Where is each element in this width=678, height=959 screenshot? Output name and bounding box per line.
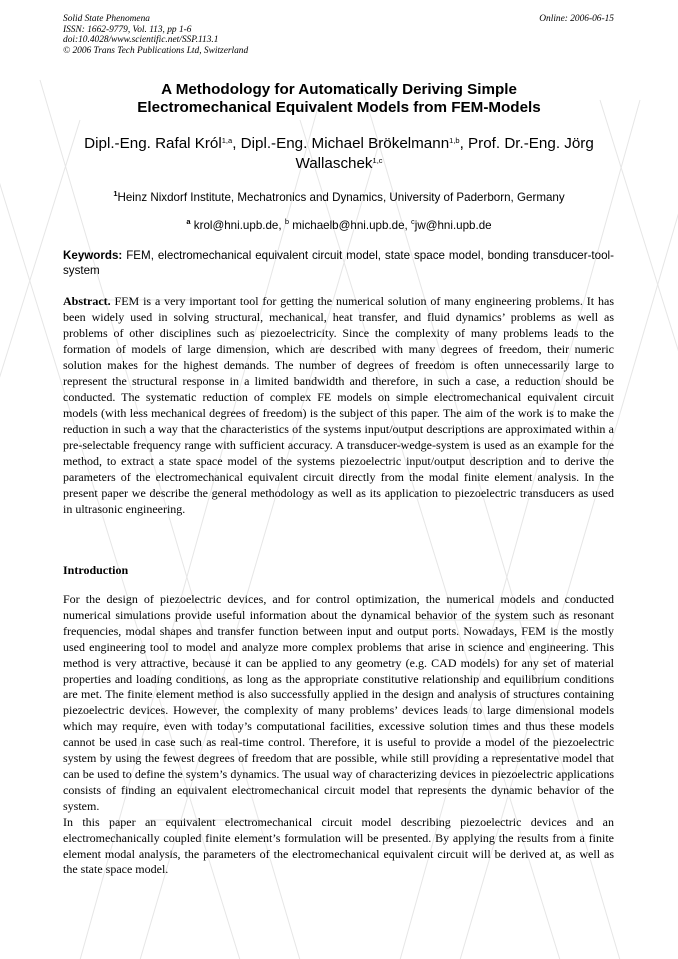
paper-title <box>40 81 638 117</box>
keywords-label: Keywords: <box>63 249 123 262</box>
email-mark: c <box>411 217 415 226</box>
intro-paragraph: In this paper an equivalent electromechanical circuit model describing piezoelectric devices and an electromechanically coupled finite element’s formulation will be presented. By applying the results from a finite element modal analysis, the parameters of the electromechanical equivalent circuit will be derived at, as well as the state space model. <box>63 814 614 877</box>
email-address: krol@hni.upb.de, <box>193 219 285 232</box>
affiliation-text: Heinz Nixdorf Institute, Mechatronics and Dynamics, University of Paderborn, Germany <box>117 191 565 204</box>
copyright-line: © 2006 Trans Tech Publications Ltd, Switzerland <box>63 45 249 56</box>
author-affil-mark: 1,c <box>372 156 383 165</box>
introduction-heading: Introduction <box>63 563 129 577</box>
author-affil-mark: 1,b <box>449 136 460 145</box>
affiliation <box>40 191 638 205</box>
journal-name: Solid State Phenomena <box>63 14 150 24</box>
abstract-section <box>63 293 614 517</box>
intro-paragraph: For the design of piezoelectric devices, and for control optimization, the numerical models and conducted numerical simulations provide useful information about the dynamical behavior of the system such as resonant frequencies, modal shapes and transfer function between input and output ports. Nowadays, FEM is the mostly used engineering tool to model and analyze more complex problems that arise in science and engineering. This method is very attractive, because it can be applied to any geometry (e.g. CAD models) for any set of material properties and loading conditions, as long as the appropriate constitutive relationship and equilibrium conditions are met. The finite element method is also successfully applied in the design and analysis of structures containing piezoelectric devices. However, the complexity of many problems’ devices leads to large dimensional models which may require, even with today’s computational facilities, excessive solution times and thus these models cannot be used in case such as real-time control. Therefore, it is useful to provide a model of the piezoelectric system by using the fewest degrees of freedom that are possible, while still providing a representative model that can be used to define the system’s dynamics. The usual way of characterizing devices in piezoelectric applications consists of finding an equivalent electromechanical circuit model that represents the dynamic behavior of the system. <box>63 592 614 813</box>
email-mark: a <box>186 217 191 226</box>
title-line-2: Electromechanical Equivalent Models from FEM-Models <box>137 99 541 116</box>
abstract-label: Abstract. <box>63 294 111 308</box>
issn-line: ISSN: 1662-9779, Vol. 113, pp 1-6 <box>63 24 192 35</box>
doi-line: doi:10.4028/www.scientific.net/SSP.113.1 <box>63 35 219 46</box>
email-mark: b <box>284 217 289 226</box>
author-separator: , <box>459 135 469 152</box>
author-name: Dipl.-Eng. Michael Brökelmann <box>240 135 450 152</box>
abstract-text: FEM is a very important tool for getting the numerical solution of many engineering problems. It has been widely used in solving structural, mechanical, heat transfer, and fluid dynamics’ problems as well as problems of other disciplines such as piezoelectricity. Since the complexity of many problems leads to the formation of models of large dimension, which are described with many degrees of freedom, their numeric solution makes for the highest demands. The number of degrees of freedom is often unnecessarily large to represent the structural response in a limited bandwidth and therefore, in such a case, a reduction should be conducted. The systematic reduction of complex FE models on simple electromechanical equivalent circuit models (with less mechanical degrees of freedom) is the subject of this paper. The aim of the work is to make the reduction in such a way that the characteristics of the systems input/output descriptions are approximated within a pre-selectable frequency range with sufficient accuracy. A transducer-wedge-system is used as an example for the method, to extract a state space model of the systems piezoelectric input/output description and to derive the parameters of the electromechanical equivalent circuit directly from the modal finite element analysis. In the present paper we describe the general methodology as well as its application to piezoelectric transducers as used in ultrasonic engineering. <box>63 294 614 516</box>
author-list <box>50 134 628 174</box>
journal-header <box>63 14 248 56</box>
online-date: Online: 2006-06-15 <box>539 14 614 24</box>
affiliation-mark: 1 <box>113 189 118 198</box>
introduction-body <box>63 592 614 878</box>
keywords-text: FEM, electromechanical equivalent circuit model, state space model, bonding transducer-tool-system <box>63 249 614 277</box>
title-line-1: A Methodology for Automatically Deriving Simple <box>161 81 517 98</box>
keywords-section <box>63 249 614 278</box>
email-list <box>40 219 638 233</box>
author-separator: , <box>232 135 241 152</box>
author-affil-mark: 1,a <box>221 136 233 145</box>
email-address: michaelb@hni.upb.de, <box>292 219 411 232</box>
author-name: Prof. Dr.-Eng. Jörg Wallaschek <box>295 135 594 172</box>
email-address: jw@hni.upb.de <box>414 219 492 232</box>
author-name: Dipl.-Eng. Rafal Król <box>84 135 222 152</box>
